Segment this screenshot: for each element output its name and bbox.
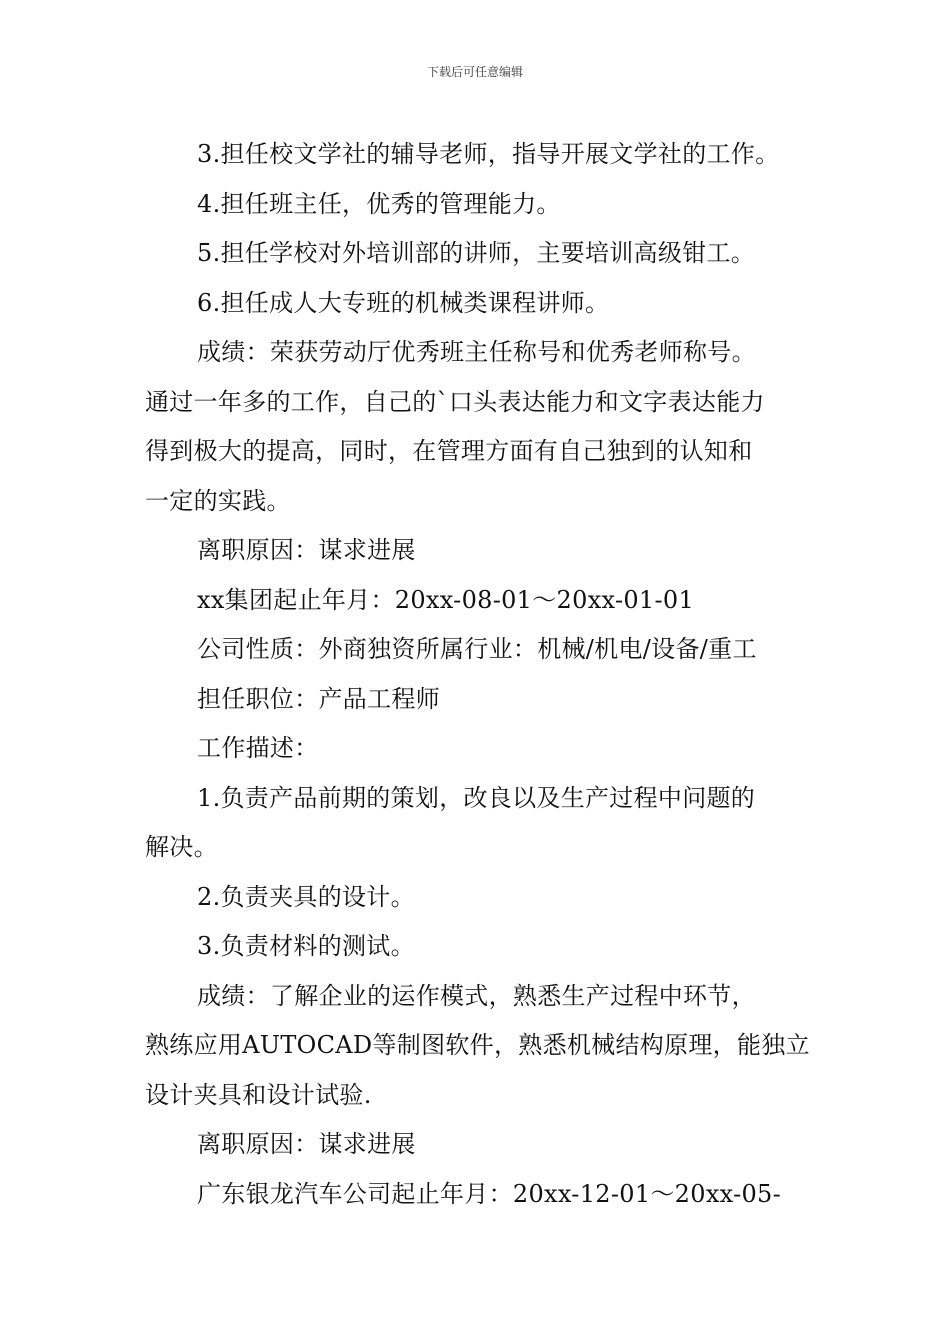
page-header-note: 下载后可任意编辑: [426, 65, 523, 79]
work-item-2: 2.负责夹具的设计。: [197, 882, 415, 911]
achievement-2-continuation-2: 设计夹具和设计试验.: [145, 1080, 372, 1109]
employment-period-xx-group: xx集团起止年月：20xx-08-01～20xx-01-01: [197, 585, 695, 614]
document-body: [145, 130, 810, 1219]
duty-line-5: 5.担任学校对外培训部的讲师，主要培训高级钳工。: [197, 239, 756, 267]
duty-line-6: 6.担任成人大专班的机械类课程讲师。: [197, 288, 610, 317]
duty-line-3: 3.担任校文学社的辅导老师，指导开展文学社的工作。: [197, 140, 780, 168]
leave-reason-2: 离职原因：谋求进展: [197, 1130, 416, 1158]
employment-period-guangdong: 广东银龙汽车公司起止年月：20xx-12-01～20xx-05-: [197, 1179, 782, 1208]
work-item-1: 1.负责产品前期的策划，改良以及生产过程中问题的: [197, 783, 756, 812]
position-title: 担任职位：产品工程师: [197, 684, 440, 713]
achievement-line: 成绩：荣获劳动厅优秀班主任称号和优秀老师称号。: [197, 338, 756, 366]
work-item-3: 3.负责材料的测试。: [197, 932, 415, 960]
achievement-2-continuation-1: 熟练应用AUTOCAD等制图软件，熟悉机械结构原理，能独立: [145, 1031, 810, 1059]
achievement-continuation-2: 得到极大的提高，同时，在管理方面有自己独到的认知和: [145, 437, 753, 465]
achievement-continuation-3: 一定的实践。: [145, 486, 291, 515]
duty-line-4: 4.担任班主任，优秀的管理能力。: [197, 189, 561, 218]
work-item-1-continuation: 解决。: [145, 833, 218, 861]
company-nature: 公司性质：外商独资所属行业：机械/机电/设备/重工: [197, 635, 757, 663]
achievement-line-2: 成绩：了解企业的运作模式，熟悉生产过程中环节，: [197, 981, 756, 1010]
achievement-continuation-1: 通过一年多的工作，自己的`口头表达能力和文字表达能力: [145, 387, 765, 416]
leave-reason-1: 离职原因：谋求进展: [197, 536, 416, 564]
work-description-heading: 工作描述：: [197, 734, 319, 762]
